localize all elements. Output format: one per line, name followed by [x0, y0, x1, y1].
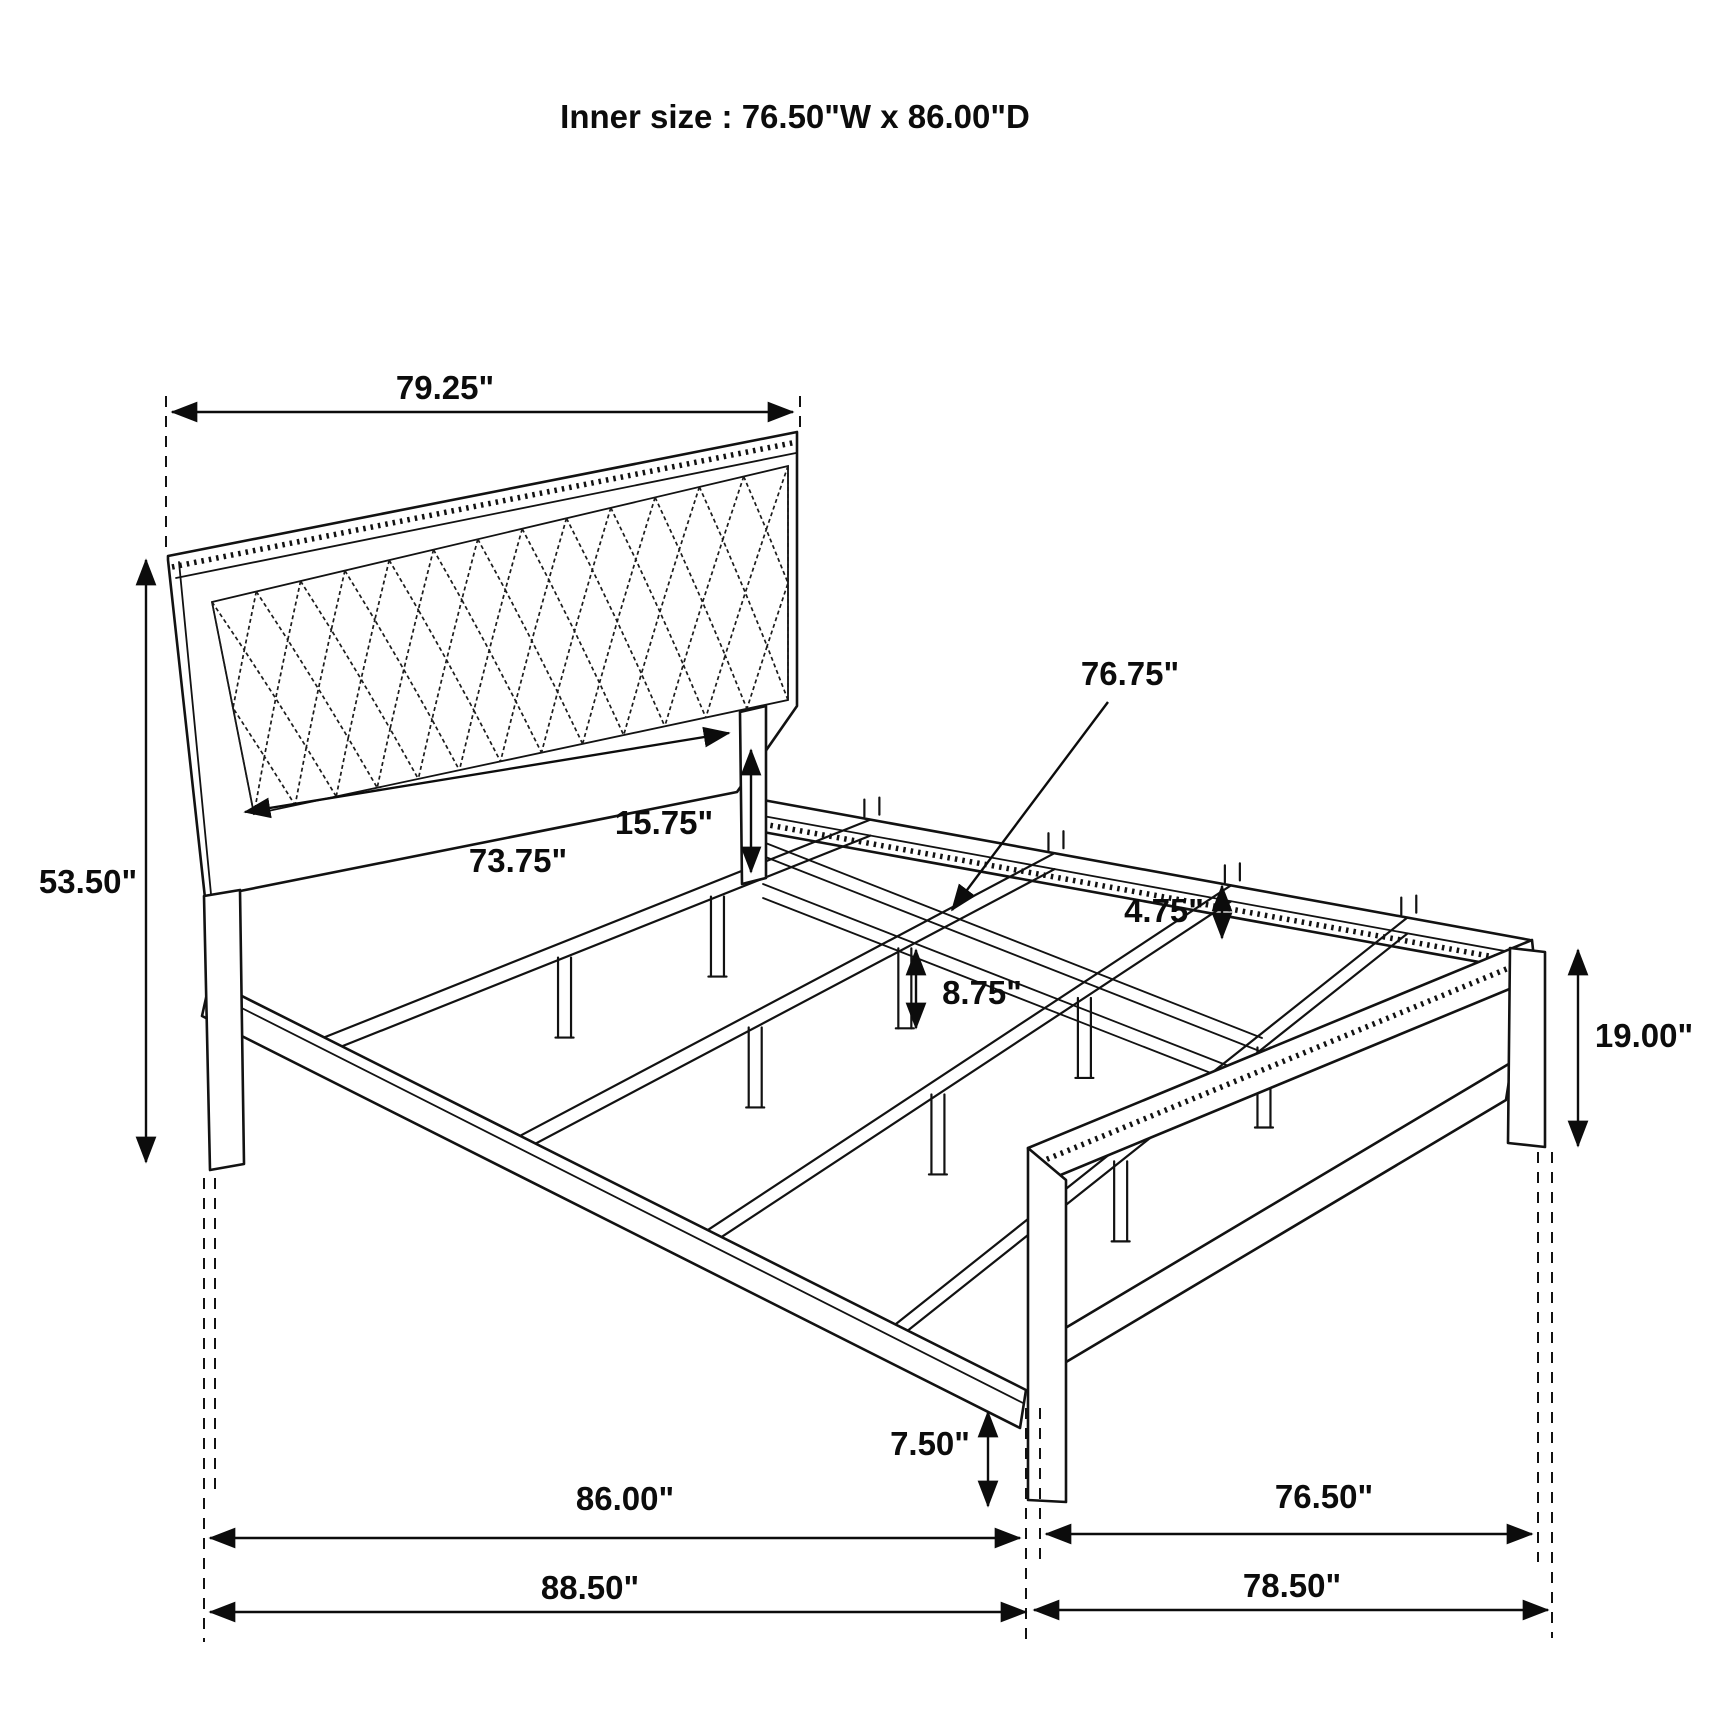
headboard-right-post — [740, 706, 766, 884]
dim-slat-leg-height — [916, 950, 1022, 1028]
dim-footboard-height — [1578, 950, 1693, 1146]
dim-overall-depth — [210, 1569, 1026, 1612]
dim-headboard-height — [39, 560, 146, 1162]
rail-floor-clearance-label: 7.50" — [890, 1425, 970, 1462]
overall-width-label: 78.50" — [1242, 1567, 1342, 1604]
headboard-panel-width-label: 73.75" — [468, 842, 568, 879]
headboard-left-leg — [204, 890, 244, 1170]
dim-inner-width — [1046, 1478, 1532, 1534]
side-rail-height-label: 4.75" — [1124, 892, 1204, 929]
headboard-post-height-label: 15.75" — [614, 804, 714, 841]
dim-inner-depth — [210, 1480, 1020, 1538]
dim-overall-width — [1034, 1567, 1548, 1610]
center-rail-length-label: 76.75" — [1080, 655, 1180, 692]
page-title: Inner size : 76.50"W x 86.00"D — [560, 98, 1030, 135]
near-side-rail — [202, 980, 1026, 1428]
footboard-far-leg — [1508, 948, 1545, 1147]
headboard-height-label: 53.50" — [38, 863, 138, 900]
headboard — [168, 432, 797, 1170]
footboard-near-leg — [1028, 1148, 1066, 1502]
overall-depth-label: 88.50" — [540, 1569, 640, 1606]
headboard-width-label: 79.25" — [395, 369, 495, 406]
footboard — [1028, 940, 1545, 1502]
slat-leg-height-label: 8.75" — [942, 974, 1022, 1011]
inner-depth-label: 86.00" — [575, 1480, 675, 1517]
dim-headboard-width — [172, 369, 793, 412]
footboard-height-label: 19.00" — [1594, 1017, 1694, 1054]
dim-rail-floor-clearance — [890, 1412, 988, 1506]
inner-width-label: 76.50" — [1274, 1478, 1374, 1515]
